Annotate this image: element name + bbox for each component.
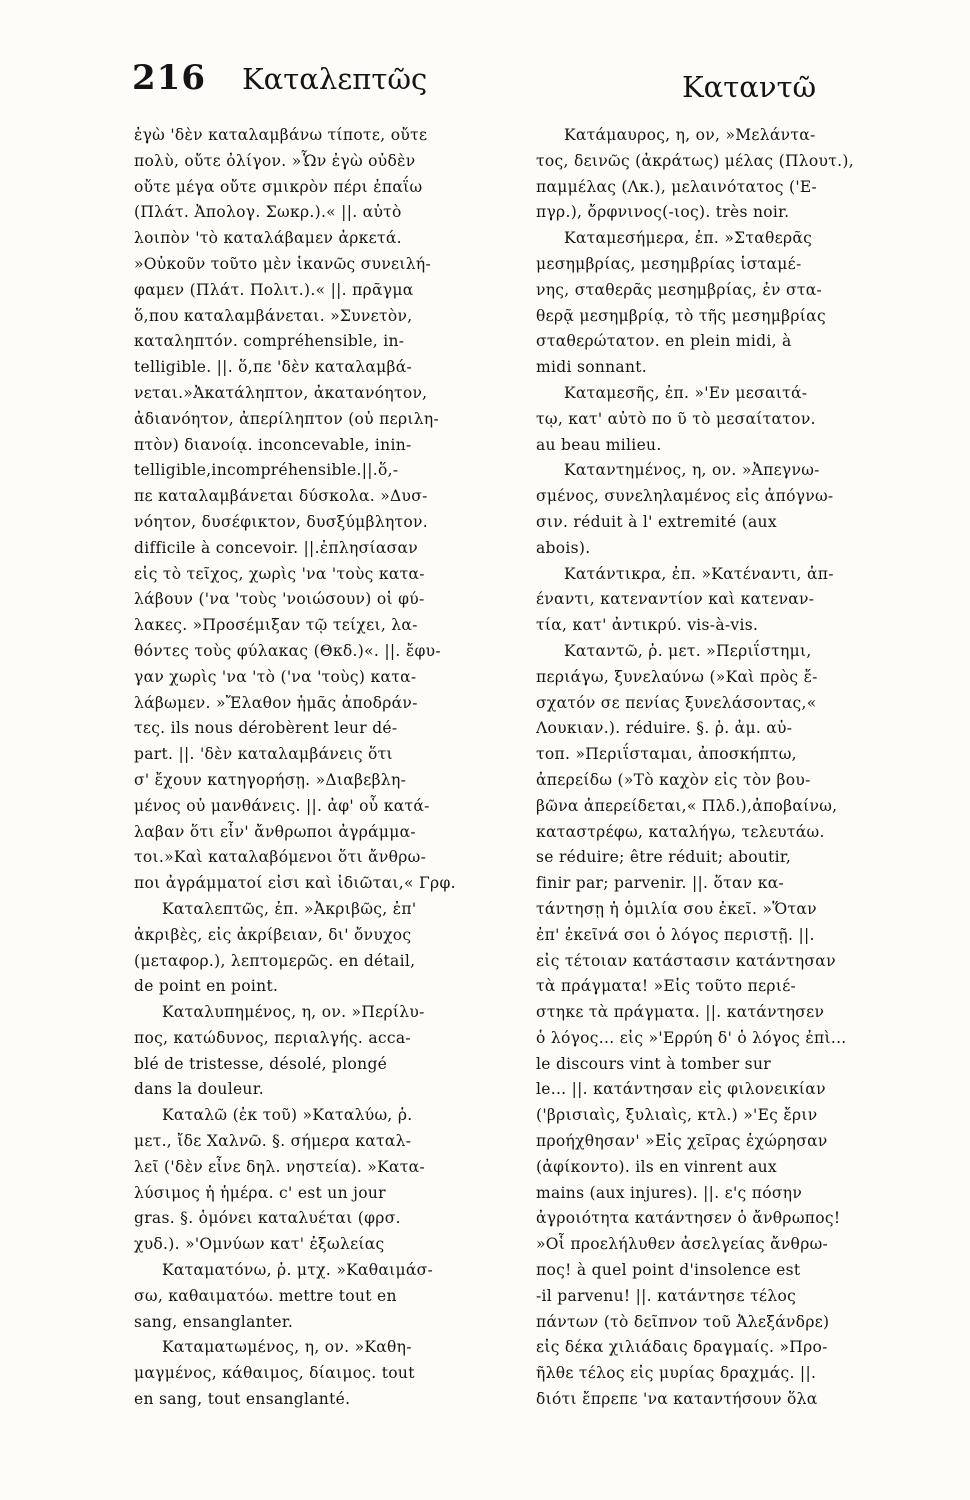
text-line: ἀγροιότητα κατάντησεν ὁ ἄνθρωπος! [536, 1209, 841, 1228]
text-line: »Οὐκοῦν τοῦτο μὲν ἱκανῶς συνειλή- [134, 254, 431, 273]
text-line: (ἀφίκοντο). ils en vinrent aux [536, 1157, 777, 1176]
text-line: βῶνα ἀπερείδεται,« Πλδ.),ἀποβαίνω, [536, 796, 838, 815]
text-line: ('βρισιαὶς, ξυλιαὶς, κτλ.) »'Ες ἔριν [536, 1106, 818, 1125]
text-line: »Οἷ προελήλυθεν ἀσελγείας ἄνθρω- [536, 1235, 829, 1254]
text-line: θερᾷ μεσημβρίᾳ, τὸ τῆς μεσημβρίας [536, 306, 826, 325]
text-line: midi sonnant. [536, 358, 647, 377]
text-line: λύσιμος ἡ ἡμέρα. c' est un jour [134, 1183, 386, 1202]
text-line: πτὸν) διανοίᾳ. inconcevable, inin- [134, 435, 412, 454]
text-line: Λουκιαν.). réduire. §. ῥ. ἀμ. αὐ- [536, 719, 793, 738]
text-line: οὔτε μέγα οὔτε σμικρὸν πέρι ἐπαΐω [134, 177, 423, 196]
text-line: ἀδιανόητον, ἀπερίληπτον (οὐ περιλη- [134, 409, 439, 428]
text-line: λεῖ ('δὲν εἶνε δηλ. νηστεία). »Κατα- [134, 1157, 425, 1176]
text-line: πε καταλαμβάνεται δύσκολα. »Δυσ- [134, 487, 428, 506]
text-line: χυδ.). »'Ομνύων κατ' ἐξωλείας [134, 1235, 385, 1254]
right-running-head: Καταντῶ [682, 70, 817, 104]
text-line: Καταλεπτῶς, ἐπ. »Ἀκριβῶς, ἐπ' [162, 899, 417, 918]
text-line: blé de tristesse, désolé, plongé [134, 1054, 388, 1073]
text-line: Καταματόνω, ῥ. μτχ. »Καθαιμάσ- [162, 1261, 434, 1280]
text-line: τος, δεινῶς (ἀκράτως) μέλας (Πλουτ.), [536, 151, 854, 170]
text-line: part. ||. 'δὲν καταλαμβάνεις ὅτι [134, 745, 393, 764]
text-line: σ' ἔχουν κατηγορήσῃ. »Διαβεβλη- [134, 770, 407, 789]
text-line: στηκε τὰ πράγματα. ||. κατάντησεν [536, 1003, 825, 1022]
text-line: Καταμεσῆς, ἐπ. »'Εν μεσαιτά- [564, 383, 808, 402]
text-line: σμένος, συνεληλαμένος εἰς ἀπόγνω- [536, 487, 834, 506]
left-column [134, 123, 502, 1413]
text-line: λοιπὸν 'τὸ καταλάβαμεν ἀρκετά. [134, 229, 402, 248]
text-line: (Πλάτ. Ἀπολογ. Σωκρ.).« ||. αὐτὸ [134, 203, 402, 222]
text-line: mains (aux injures). ||. ε'ς πόσην [536, 1183, 803, 1202]
text-line: Καταντημένος, η, ον. »Ἀπεγνω- [564, 461, 820, 480]
text-line: τία, κατ' ἀντικρύ. vis-à-vis. [536, 616, 759, 635]
text-line: ἐπ' ἐκεῖνά σοι ὁ λόγος περιστῇ. ||. [536, 925, 815, 944]
text-line: ποι ἀγράμματοί εἰσι καὶ ἰδιῶται,« Γρφ. [134, 874, 456, 893]
text-line: au beau milieu. [536, 435, 662, 454]
text-line: ὁ λόγος... εἰς »'Ερρύη δ' ὁ λόγος ἐπὶ... [536, 1028, 847, 1047]
text-line: νεται.»Ἀκατάληπτον, ἀκατανόητον, [134, 383, 428, 402]
text-line: μεσημβρίας, μεσημβρίας ἱσταμέ- [536, 254, 802, 273]
text-line: πος, κατώδυνος, περιαλγής. acca- [134, 1028, 411, 1047]
text-line: έναντι, κατεναντίον καὶ κατεναν- [536, 590, 815, 609]
text-line: λακες. »Προσέμιξαν τῷ τείχει, λα- [134, 616, 418, 635]
text-line: τοπ. »Περιΐσταμαι, ἀποσκήπτω, [536, 745, 797, 764]
text-line: Κατάμαυρος, η, ον, »Μελάντα- [564, 126, 816, 144]
text-line: Καταμεσήμερα, ἐπ. »Σταθερᾶς [564, 229, 813, 248]
text-line: sang, ensanglanter. [134, 1312, 294, 1331]
text-line: τάντησῃ ἡ ὁμιλία σου ἐκεῖ. »Ὅταν [536, 899, 817, 918]
text-line: μαγμένος, κάθαιμος, δίαιμος. tout [134, 1364, 415, 1383]
text-line: difficile à concevoir. ||.ἐπλησίασαν [134, 538, 419, 557]
text-line: ἐγὼ 'δὲν καταλαμβάνω τίποτε, οὔτε [134, 126, 428, 144]
text-line: τὰ πράγματα! »Εἰς τοῦτο περιέ- [536, 977, 797, 996]
text-line: σω, καθαιματόω. mettre tout en [134, 1286, 397, 1305]
text-line: πγρ.), ὄρφνινος(-ιος). très noir. [536, 203, 790, 222]
text-line: εἰς δέκα χιλιάδαις δραγμαίς. »Προ- [536, 1338, 828, 1357]
text-line: ὅ,που καταλαμβάνεται. »Συνετὸν, [134, 306, 413, 325]
text-line: τες. ils nous dérobèrent leur dé- [134, 719, 398, 738]
text-line: γαν χωρὶς 'να 'τὸ ('να 'τοὺς) κατα- [134, 667, 417, 686]
text-line: εἰς τὸ τεῖχος, χωρὶς 'να 'τοὺς κατα- [134, 564, 425, 583]
text-line: en sang, tout ensanglanté. [134, 1390, 351, 1409]
text-line: de point en point. [134, 977, 279, 996]
text-line: ῆλθε τέλος εἰς μυρίας δραχμάς. ||. [536, 1364, 817, 1383]
page-number: 216 [132, 58, 206, 98]
text-line: telligible,incompréhensible.||.ὅ,- [134, 461, 399, 480]
text-line: διότι ἔπρεπε 'να καταντήσουν ὅλα [536, 1390, 818, 1409]
text-line: μετ., ἴδε Χαλνῶ. §. σήμερα καταλ- [134, 1132, 412, 1151]
text-line: σταθερώτατον. en plein midi, à [536, 332, 792, 351]
text-line: se réduire; être réduit; aboutir, [536, 848, 792, 867]
text-line: Καταλῶ (ἐκ τοῦ) »Καταλύω, ῥ. [162, 1106, 413, 1125]
text-line: θόντες τοὺς φύλακας (Θκδ.)«. ||. ἔφυ- [134, 641, 441, 660]
text-line: λαβαν ὅτι εἶν' ἄνθρωποι ἀγράμμα- [134, 822, 416, 841]
text-line: πολὺ, οὔτε ὀλίγον. »Ὧν ἐγὼ οὐδὲν [134, 151, 416, 170]
text-line: Καταλυπημένος, η, ον. »Περίλυ- [162, 1003, 425, 1022]
text-line: Καταματωμένος, η, ον. »Καθη- [162, 1338, 412, 1357]
text-line: νόητον, δυσέφικτον, δυσξύμβλητον. [134, 512, 428, 531]
text-line: -il parvenu! ||. κατάντησε τέλος [536, 1286, 797, 1305]
text-line: ἀκριβὲς, εἰς ἀκρίβειαν, δι' ὄνυχος [134, 925, 412, 944]
text-line: παμμέλας (Λκ.), μελαινότατος ('Ε- [536, 177, 818, 196]
text-line: καταστρέφω, καταλήγω, τελευτάω. [536, 822, 825, 841]
text-line: telligible. ||. ὅ,πε 'δὲν καταλαμβά- [134, 358, 413, 377]
text-line: φαμεν (Πλάτ. Πολιτ.).« ||. πρᾶγμα [134, 280, 414, 299]
text-line: σιν. réduit à l' extremité (aux [536, 512, 777, 531]
text-line: νης, σταθερᾶς μεσημβρίας, ἐν στα- [536, 280, 823, 299]
text-line: Κατάντικρα, ἐπ. »Κατέναντι, ἀπ- [564, 564, 834, 583]
text-line: (μεταφορ.), λεπτομερῶς. en détail, [134, 951, 416, 970]
text-line: προήχθησαν' »Εἰς χεῖρας ἐχώρησαν [536, 1132, 828, 1151]
text-line: λάβουν ('να 'τοὺς 'νοιώσουν) οἱ φύ- [134, 590, 425, 609]
text-line: Καταντῶ, ῥ. μετ. »Περιΐστημι, [564, 641, 812, 660]
text-line: τῳ, κατ' αὐτὸ πο ῦ τὸ μεσαίτατον. [536, 409, 816, 428]
text-line: gras. §. ὁμόνει καταλυέται (φρσ. [134, 1209, 401, 1228]
left-running-head: Καταλεπτῶς [242, 62, 428, 96]
text-line: μένος οὐ μανθάνεις. ||. ἀφ' οὗ κατά- [134, 796, 430, 815]
text-line: abois). [536, 538, 591, 557]
text-line: εἰς τέτοιαν κατάστασιν κατάντησαν [536, 951, 836, 970]
text-line: πάντων (τὸ δεῖπνον τοῦ Ἀλεξάνδρε) [536, 1312, 830, 1331]
text-line: le discours vint à tomber sur [536, 1054, 771, 1073]
text-line: πος! à quel point d'insolence est [536, 1261, 801, 1280]
text-line: καταληπτόν. compréhensible, in- [134, 332, 405, 351]
text-line: le... ||. κατάντησαν εἰς φιλονεικίαν [536, 1080, 826, 1099]
text-line: λάβωμεν. »Ἔλαθον ἡμᾶς ἀποδράν- [134, 693, 418, 712]
text-line: ἀπερείδω (»Τὸ καχὸν εἰς τὸν βου- [536, 770, 811, 789]
text-line: finir par; parvenir. ||. ὅταν κα- [536, 874, 785, 893]
text-line: dans la douleur. [134, 1080, 264, 1099]
right-column [536, 123, 936, 1413]
text-line: τοι.»Καὶ καταλαβόμενοι ὅτι ἄνθρω- [134, 848, 427, 867]
text-line: περιάγω, ξυνελαύνω (»Καὶ πρὸς ἔ- [536, 667, 818, 686]
text-line: σχατόν σε πενίας ξυνελάσοντας,« [536, 693, 817, 712]
